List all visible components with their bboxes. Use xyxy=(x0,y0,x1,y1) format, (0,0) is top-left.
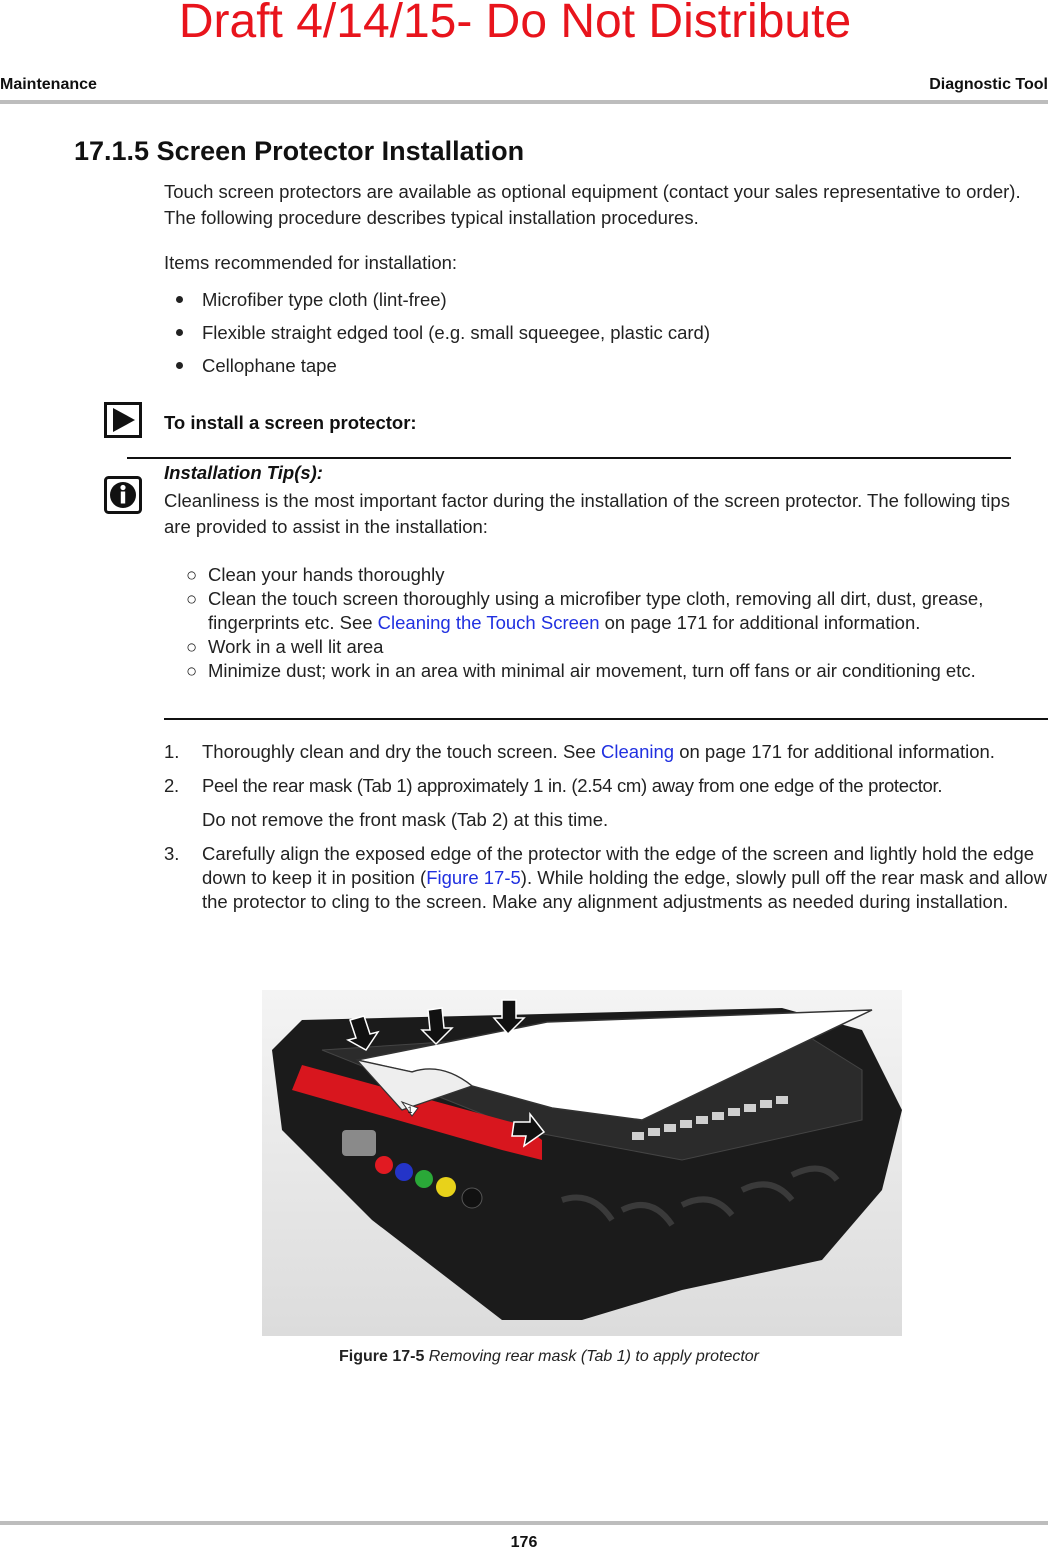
step-2 xyxy=(164,774,1048,798)
tab-1-label: 1 xyxy=(407,1105,413,1115)
tip-body: Cleanliness is the most important factor during the installation of the screen protector. The following tips are provided to assist in the installation: xyxy=(164,490,1010,537)
tip-text: on page 171 for additional information. xyxy=(599,612,921,633)
procedure-arrow-icon xyxy=(104,402,142,438)
red-port-icon xyxy=(375,1156,393,1174)
tip-list xyxy=(186,563,1048,683)
cleaning-touch-screen-link[interactable]: Cleaning the Touch Screen xyxy=(377,612,600,633)
header-chapter: Maintenance xyxy=(0,76,97,93)
step-text: on page 171 for additional information. xyxy=(674,741,995,762)
list-item: Cellophane tape xyxy=(174,353,710,386)
list-item xyxy=(186,587,1048,635)
step-text: Thoroughly clean and dry the touch screen. See xyxy=(202,741,602,762)
figure-17-5-link[interactable]: Figure 17-5 xyxy=(426,867,521,888)
list-item: ○ Clean your hands thoroughly xyxy=(186,563,1048,587)
green-port-icon xyxy=(415,1170,433,1188)
footer-divider xyxy=(0,1521,1048,1525)
items-list xyxy=(174,287,710,386)
step-text: Carefully align the exposed edge of the protector with the edge of the screen and lightly hold the edge down to keep it in position ( xyxy=(202,843,1035,888)
tip-bottom-divider xyxy=(164,718,1048,720)
list-item: ○ Minimize dust; work in an area with minimal air movement, turn off fans or air conditioning etc. xyxy=(186,659,1048,683)
figure-caption xyxy=(0,1348,1048,1366)
blue-port-icon xyxy=(395,1163,413,1181)
info-icon xyxy=(104,476,142,514)
page-number: 176 xyxy=(510,1534,538,1551)
step-1 xyxy=(164,740,1048,764)
step-3 xyxy=(164,842,1048,914)
list-item: Microfiber type cloth (lint-free) xyxy=(174,287,710,320)
list-item: ○ Work in a well lit area xyxy=(186,635,1048,659)
step-number: 1. xyxy=(164,741,180,762)
procedure-steps xyxy=(164,740,1048,924)
black-port-icon xyxy=(462,1188,482,1208)
figure-label: Figure 17-5 xyxy=(338,1348,425,1365)
usb-port-icon xyxy=(342,1130,376,1156)
procedure-title: To install a screen protector: xyxy=(164,412,417,433)
items-heading: Items recommended for installation: xyxy=(164,252,458,273)
section-title: 17.1.5 Screen Protector Installation xyxy=(74,136,525,166)
header-manual-title: Diagnostic Tool xyxy=(929,76,1048,93)
step-number: 3. xyxy=(164,843,180,864)
figure-tablet-protector xyxy=(262,990,902,1336)
cleaning-link[interactable]: Cleaning xyxy=(601,741,675,762)
yellow-port-icon xyxy=(436,1177,456,1197)
list-item: Flexible straight edged tool (e.g. small squeegee, plastic card) xyxy=(174,320,710,353)
header-divider xyxy=(0,100,1048,104)
draft-watermark: Draft 4/14/15- Do Not Distribute xyxy=(178,0,852,48)
step-text: ). While holding the edge, slowly pull off the rear mask and allow the protector to cling to the screen. Make any alignment adjustments as needed during installation. xyxy=(202,867,1047,912)
tip-top-divider xyxy=(127,457,1011,459)
step-text: Peel the rear mask (Tab 1) approximately 1 in. (2.54 cm) away from one edge of the protector. xyxy=(202,775,943,796)
tip-text: Clean the touch screen thoroughly using a microfiber type cloth, removing all dirt, dust, grease, fingerprints etc. See xyxy=(208,588,984,633)
tip-title: Installation Tip(s): xyxy=(164,462,323,483)
intro-paragraph: Touch screen protectors are available as optional equipment (contact your sales representative to order). The following procedure describes typical installation procedures. xyxy=(164,181,1021,228)
step-2-note: Do not remove the front mask (Tab 2) at this time. xyxy=(202,809,609,830)
figure-caption-text: Removing rear mask (Tab 1) to apply protector xyxy=(424,1348,760,1365)
step-number: 2. xyxy=(164,775,179,796)
